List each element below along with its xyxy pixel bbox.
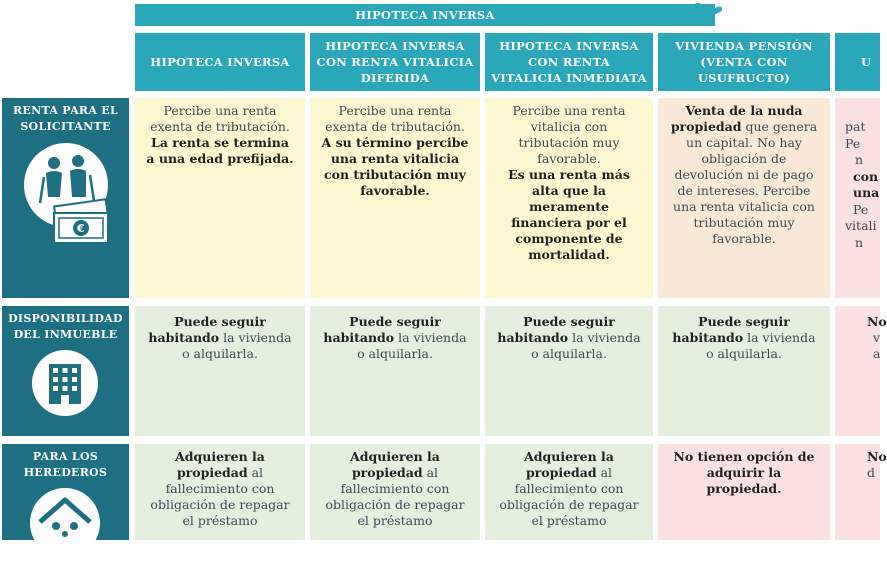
column-header-partial — [835, 33, 880, 91]
column-header-renta-vitalicia-inmediata — [485, 33, 653, 91]
cell-text: la vivienda o alquilarla. — [182, 330, 292, 361]
cell-text-bold: Adquieren la propiedad — [175, 449, 265, 480]
cell-text: al fallecimiento con obligación de repagar el préstamo — [325, 465, 465, 528]
cell-line: Pe — [853, 201, 869, 217]
cell-renta-hipoteca-inversa — [135, 98, 305, 298]
cell-text: la vivienda o alquilarla. — [357, 330, 467, 361]
hand-icon — [670, 0, 725, 28]
cell-text: que genera un capital. No hay obligación de devolución ni de pago de intereses. Percibe una renta vitalicia con tributación muy favorable. — [673, 119, 818, 246]
cell-text-bold: Adquieren la propiedad — [524, 449, 614, 480]
cell-text-bold: Puede seguir habitando — [323, 314, 441, 345]
cell-disponibilidad-inmediata — [485, 306, 653, 436]
cell-line: una — [853, 185, 880, 200]
cell-line: No — [867, 449, 887, 464]
cell-line: n — [855, 152, 864, 167]
svg-text:€: € — [77, 222, 85, 235]
cell-herederos-diferida — [310, 444, 480, 540]
cell-text: Percibe una renta exenta de tributación. — [325, 103, 465, 134]
column-header-vivienda-pension — [658, 33, 830, 91]
cell-text-bold: Puede seguir habitando — [497, 314, 615, 345]
cell-text-bold: A su término percibe una renta vitalicia con tributación muy favorable. — [321, 135, 469, 198]
row-header-label: DISPONIBILIDAD DEL INMUEBLE — [8, 312, 123, 341]
cell-text: la vivienda o alquilarla. — [531, 330, 641, 361]
cell-disponibilidad-diferida — [310, 306, 480, 436]
family-house-icon — [30, 488, 100, 558]
cell-herederos-vivienda-pension — [658, 444, 830, 540]
row-header-disponibilidad — [2, 306, 129, 436]
cell-text-bold: Venta de la nuda propiedad — [670, 103, 803, 134]
cell-line: Pe — [845, 135, 861, 151]
cell-herederos-inmediata — [485, 444, 653, 540]
cell-text: la vivienda o alquilarla. — [706, 330, 816, 361]
cell-text-bold: Adquieren la propiedad — [350, 449, 440, 480]
cell-line: n — [855, 234, 864, 250]
column-header-renta-vitalicia-diferida — [310, 33, 480, 91]
cell-renta-partial — [835, 98, 880, 298]
cell-text-bold: Puede seguir habitando — [672, 314, 790, 345]
building-icon — [32, 350, 98, 416]
column-header-hipoteca-inversa — [135, 33, 305, 91]
cell-line: No — [867, 314, 887, 329]
cell-line: vitali — [845, 218, 877, 233]
cell-renta-vivienda-pension — [658, 98, 830, 298]
row-header-herederos — [2, 444, 129, 540]
cell-herederos-partial — [835, 444, 887, 540]
cell-disponibilidad-vivienda-pension — [658, 306, 830, 436]
cell-renta-inmediata — [485, 98, 653, 298]
column-header-label: HIPOTECA INVERSA CON RENTA VITALICIA DIFERIDA — [316, 39, 474, 85]
cell-line: pat — [845, 119, 866, 134]
cell-text: al fallecimiento con obligación de repagar el préstamo — [150, 465, 290, 528]
row-header-renta — [2, 98, 129, 298]
cell-line: a — [873, 346, 881, 361]
cell-disponibilidad-partial — [835, 306, 887, 436]
cell-renta-diferida — [310, 98, 480, 298]
cell-text: Percibe una renta exenta de tributación. — [150, 103, 290, 134]
cell-line: con — [853, 168, 879, 184]
cell-line: v — [873, 330, 881, 345]
cell-text-bold: Es una renta más alta que la meramente financiera por el componente de mortalidad. — [508, 167, 630, 262]
row-header-label: RENTA PARA EL SOLICITANTE — [12, 104, 119, 133]
column-header-label: HIPOTECA INVERSA — [150, 55, 290, 69]
column-header-label: HIPOTECA INVERSA CON RENTA VITALICIA INMEDIATA — [491, 39, 647, 85]
column-header-label: VIVIENDA PENSIÓN (VENTA CON USUFRUCTO) — [675, 39, 813, 85]
column-header-label: U — [861, 55, 872, 69]
cell-text-bold: La renta se termina a una edad prefijada. — [146, 135, 294, 166]
cell-line: d — [867, 465, 876, 480]
banner-hipoteca-inversa — [135, 4, 715, 26]
cell-text: al fallecimiento con obligación de repagar el préstamo — [499, 465, 639, 528]
cell-disponibilidad-hipoteca-inversa — [135, 306, 305, 436]
row-header-label: PARA LOS HEREDEROS — [23, 450, 108, 479]
banknote-icon — [50, 201, 112, 247]
cell-text-bold: No tienen opción de adquirir la propiedad. — [673, 449, 815, 496]
cell-herederos-hipoteca-inversa — [135, 444, 305, 540]
cell-text: Percibe una renta vitalicia con tributación muy favorable. — [512, 103, 626, 166]
cell-text-bold: Puede seguir habitando — [148, 314, 266, 345]
banner-title: HIPOTECA INVERSA — [355, 8, 495, 22]
